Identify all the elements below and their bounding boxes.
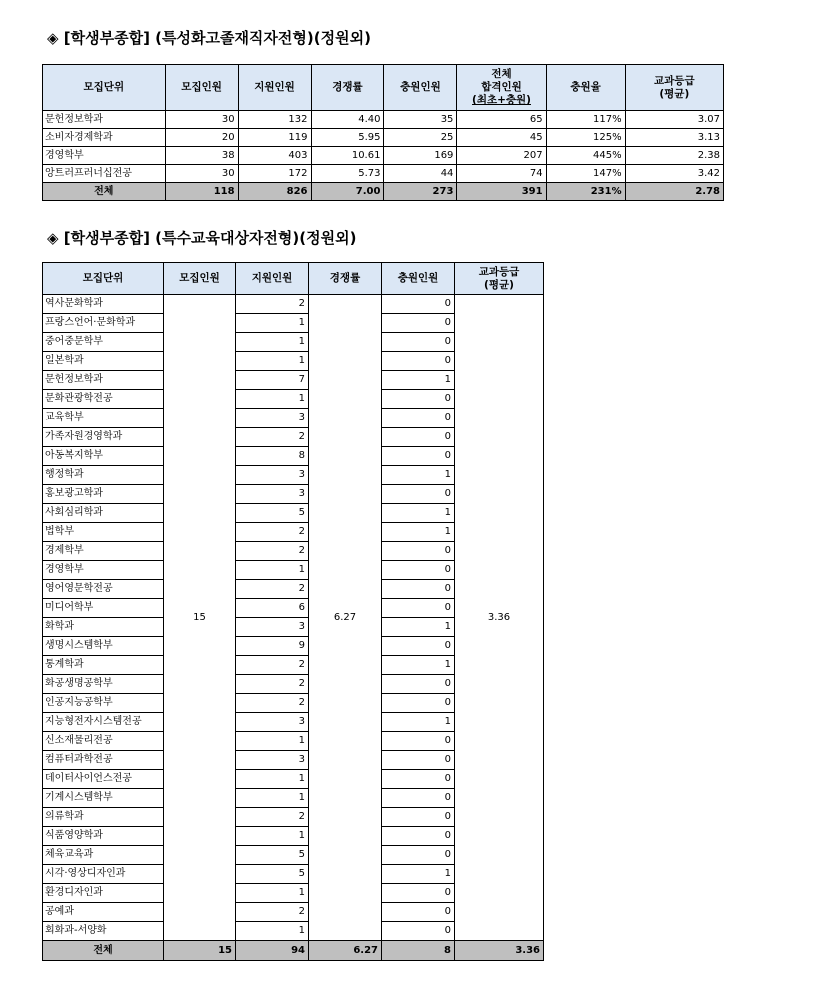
cell-unit: 의류학과 [43,808,164,827]
table-special-high-school [42,64,724,201]
cell-total-admitted: 74 [457,165,546,183]
header-quota: 모집인원 [164,263,236,295]
cell-applicants: 172 [238,165,311,183]
cell-additional: 0 [382,447,455,466]
cell-rate: 5.73 [311,165,384,183]
cell-quota: 30 [165,111,238,129]
cell-additional: 0 [382,599,455,618]
total-rate: 7.00 [311,183,384,201]
header-unit: 모집단위 [43,65,166,111]
cell-applicants: 3 [236,713,309,732]
cell-applicants: 132 [238,111,311,129]
cell-unit: 화학과 [43,618,164,637]
table-row [43,111,724,129]
cell-applicants: 9 [236,637,309,656]
cell-quota: 20 [165,129,238,147]
cell-unit: 데이터사이언스전공 [43,770,164,789]
cell-additional: 44 [384,165,457,183]
cell-additional: 1 [382,865,455,884]
header-total-admitted [457,65,546,111]
cell-additional: 35 [384,111,457,129]
cell-fill-rate: 117% [546,111,625,129]
total-unit: 전체 [43,941,164,961]
cell-fill-rate: 125% [546,129,625,147]
section-title-1: ◈ [학생부종합] (특성화고졸재직자전형)(정원외) [47,29,371,47]
cell-unit: 환경디자인과 [43,884,164,903]
table-special-education [42,262,544,961]
cell-quota: 30 [165,165,238,183]
cell-unit: 시각·영상디자인과 [43,865,164,884]
cell-additional: 1 [382,713,455,732]
table-row [43,165,724,183]
header-rate: 경쟁률 [309,263,382,295]
cell-applicants: 1 [236,770,309,789]
header-fill-rate: 충원율 [546,65,625,111]
cell-unit: 공예과 [43,903,164,922]
cell-additional: 0 [382,789,455,808]
cell-applicants: 2 [236,808,309,827]
cell-additional: 1 [382,371,455,390]
total-quota: 118 [165,183,238,201]
header-rate: 경쟁률 [311,65,384,111]
cell-applicants: 2 [236,675,309,694]
cell-additional: 0 [382,637,455,656]
cell-unit: 영어영문학전공 [43,580,164,599]
cell-additional: 0 [382,922,455,941]
cell-unit: 프랑스언어·문화학과 [43,314,164,333]
merged-rate: 6.27 [309,295,382,941]
cell-rate: 10.61 [311,147,384,165]
header-grade-line2: (평균) [484,278,514,291]
cell-applicants: 3 [236,751,309,770]
total-row [43,183,724,201]
total-rate: 6.27 [309,941,382,961]
cell-additional: 0 [382,694,455,713]
cell-unit: 가족자원경영학과 [43,428,164,447]
header-grade [625,65,723,111]
cell-fill-rate: 147% [546,165,625,183]
header-quota: 모집인원 [165,65,238,111]
cell-applicants: 1 [236,352,309,371]
cell-unit: 역사문화학과 [43,295,164,314]
cell-rate: 5.95 [311,129,384,147]
cell-additional: 0 [382,428,455,447]
cell-additional: 1 [382,504,455,523]
cell-unit: 신소재물리전공 [43,732,164,751]
cell-applicants: 1 [236,333,309,352]
cell-additional: 0 [382,314,455,333]
cell-applicants: 1 [236,314,309,333]
cell-grade: 3.13 [625,129,723,147]
cell-applicants: 1 [236,561,309,580]
cell-applicants: 1 [236,827,309,846]
cell-applicants: 2 [236,694,309,713]
cell-unit: 인공지능공학부 [43,694,164,713]
header-grade-line1: 교과등급 [478,265,520,278]
header-applicants: 지원인원 [238,65,311,111]
cell-unit: 생명시스템학부 [43,637,164,656]
total-applicants: 94 [236,941,309,961]
header-grade-line2: (평균) [659,87,690,100]
cell-applicants: 403 [238,147,311,165]
cell-additional: 0 [382,827,455,846]
total-unit: 전체 [43,183,166,201]
cell-unit: 미디어학부 [43,599,164,618]
header-grade [455,263,544,295]
header-additional: 충원인원 [382,263,455,295]
cell-unit: 소비자경제학과 [43,129,166,147]
cell-unit: 경제학부 [43,542,164,561]
cell-unit: 아동복지학부 [43,447,164,466]
cell-additional: 1 [382,466,455,485]
cell-unit: 홍보광고학과 [43,485,164,504]
cell-additional: 1 [382,618,455,637]
cell-additional: 0 [382,409,455,428]
cell-applicants: 3 [236,409,309,428]
cell-unit: 회화과-서양화 [43,922,164,941]
cell-applicants: 2 [236,656,309,675]
cell-applicants: 2 [236,523,309,542]
cell-additional: 25 [384,129,457,147]
total-quota: 15 [164,941,236,961]
cell-unit: 문헌정보학과 [43,371,164,390]
cell-total-admitted: 207 [457,147,546,165]
cell-applicants: 3 [236,485,309,504]
cell-unit: 행정학과 [43,466,164,485]
cell-unit: 경영학부 [43,561,164,580]
table-row [43,147,724,165]
total-total-admitted: 391 [457,183,546,201]
cell-unit: 법학부 [43,523,164,542]
header-grade-line1: 교과등급 [654,74,695,87]
cell-additional: 1 [382,523,455,542]
cell-unit: 지능형전자시스템전공 [43,713,164,732]
total-grade: 2.78 [625,183,723,201]
cell-fill-rate: 445% [546,147,625,165]
cell-applicants: 5 [236,865,309,884]
cell-additional: 0 [382,580,455,599]
cell-grade: 3.42 [625,165,723,183]
cell-additional: 0 [382,485,455,504]
cell-applicants: 1 [236,884,309,903]
table-row [43,295,544,314]
cell-unit: 일본학과 [43,352,164,371]
cell-additional: 0 [382,732,455,751]
cell-unit: 체육교육과 [43,846,164,865]
cell-unit: 경영학부 [43,147,166,165]
cell-unit: 컴퓨터과학전공 [43,751,164,770]
section-title-2: ◈ [학생부종합] (특수교육대상자전형)(정원외) [47,229,357,247]
cell-unit: 중어중문학부 [43,333,164,352]
cell-additional: 0 [382,846,455,865]
header-additional: 충원인원 [384,65,457,111]
cell-additional: 0 [382,561,455,580]
header-total-line2: 합격인원 [481,81,522,93]
cell-unit: 앙트러프러너십전공 [43,165,166,183]
total-row [43,941,544,961]
cell-applicants: 6 [236,599,309,618]
total-additional: 273 [384,183,457,201]
cell-unit: 통계학과 [43,656,164,675]
header-unit: 모집단위 [43,263,164,295]
cell-applicants: 2 [236,295,309,314]
cell-grade: 3.07 [625,111,723,129]
merged-quota: 15 [164,295,236,941]
cell-applicants: 2 [236,428,309,447]
cell-additional: 0 [382,770,455,789]
header-total-line1: 전체 [491,68,512,80]
total-fill-rate: 231% [546,183,625,201]
cell-applicants: 2 [236,580,309,599]
cell-applicants: 5 [236,846,309,865]
cell-unit: 문헌정보학과 [43,111,166,129]
cell-total-admitted: 65 [457,111,546,129]
cell-unit: 식품영양학과 [43,827,164,846]
cell-applicants: 1 [236,922,309,941]
cell-quota: 38 [165,147,238,165]
cell-unit: 화공생명공학부 [43,675,164,694]
table-row [43,129,724,147]
cell-additional: 169 [384,147,457,165]
cell-applicants: 2 [236,903,309,922]
cell-applicants: 2 [236,542,309,561]
header-applicants: 지원인원 [236,263,309,295]
cell-applicants: 3 [236,618,309,637]
cell-applicants: 1 [236,789,309,808]
total-additional: 8 [382,941,455,961]
cell-applicants: 119 [238,129,311,147]
cell-additional: 0 [382,333,455,352]
total-grade: 3.36 [455,941,544,961]
cell-applicants: 1 [236,732,309,751]
cell-applicants: 5 [236,504,309,523]
cell-unit: 사회심리학과 [43,504,164,523]
cell-additional: 0 [382,295,455,314]
merged-grade: 3.36 [455,295,544,941]
table-header-row [43,65,724,111]
cell-applicants: 3 [236,466,309,485]
cell-additional: 0 [382,390,455,409]
cell-additional: 0 [382,675,455,694]
cell-additional: 0 [382,352,455,371]
cell-applicants: 1 [236,390,309,409]
cell-additional: 0 [382,751,455,770]
cell-additional: 0 [382,884,455,903]
cell-additional: 1 [382,656,455,675]
header-total-line3: (최초+충원) [472,94,531,106]
cell-additional: 0 [382,542,455,561]
cell-additional: 0 [382,808,455,827]
cell-rate: 4.40 [311,111,384,129]
table-header-row [43,263,544,295]
cell-unit: 기계시스템학부 [43,789,164,808]
cell-grade: 2.38 [625,147,723,165]
cell-applicants: 7 [236,371,309,390]
cell-additional: 0 [382,903,455,922]
cell-total-admitted: 45 [457,129,546,147]
cell-applicants: 8 [236,447,309,466]
cell-unit: 교육학부 [43,409,164,428]
cell-unit: 문화관광학전공 [43,390,164,409]
total-applicants: 826 [238,183,311,201]
